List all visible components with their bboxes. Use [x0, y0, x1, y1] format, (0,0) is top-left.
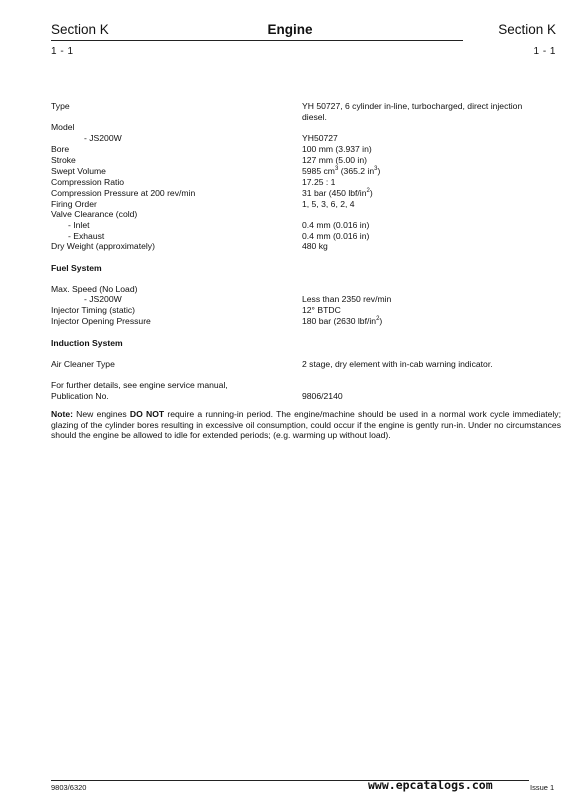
- injector-timing-label: Injector Timing (static): [51, 305, 136, 315]
- valve-clearance-label: Valve Clearance (cold): [51, 209, 138, 219]
- section-label-right: Section K: [498, 22, 556, 37]
- exhaust-value: 0.4 mm (0.016 in): [302, 231, 370, 241]
- bore-value: 100 mm (3.937 in): [302, 144, 372, 154]
- dry-weight-value: 480 kg: [302, 241, 328, 251]
- induction-system-heading: Induction System: [51, 338, 123, 348]
- stroke-label: Stroke: [51, 155, 76, 165]
- injector-pressure-value: 180 bar (2630 lbf/$in^2$): [302, 316, 383, 326]
- dry-weight-label: Dry Weight (approximately): [51, 241, 155, 251]
- inlet-label: - Inlet: [68, 220, 90, 230]
- injector-timing-value: 12° BTDC: [302, 305, 341, 315]
- page-number-left: 1 - 1: [51, 46, 74, 57]
- type-label: Type: [51, 101, 70, 111]
- model-sub-label: - JS200W: [84, 133, 122, 143]
- header-rule: [51, 40, 463, 41]
- swept-volume-value: 5985 $cm^3$ (365.2 $in^3$): [302, 166, 381, 176]
- swept-volume-label: Swept Volume: [51, 166, 106, 176]
- watermark: www.epcatalogs.com: [368, 778, 493, 792]
- publication-value: 9806/2140: [302, 391, 343, 401]
- air-cleaner-label: Air Cleaner Type: [51, 359, 115, 369]
- inlet-value: 0.4 mm (0.016 in): [302, 220, 370, 230]
- stroke-value: 127 mm (5.00 in): [302, 155, 367, 165]
- note-emphasis: DO NOT: [129, 409, 165, 419]
- model-value: YH50727: [302, 133, 338, 143]
- compression-ratio-value: 17.25 : 1: [302, 177, 336, 187]
- compression-pressure-value: 31 bar (450 lbf/$in^2$): [302, 188, 373, 198]
- exhaust-label: - Exhaust: [68, 231, 105, 241]
- max-speed-sub-label: - JS200W: [84, 294, 122, 304]
- document-number: 9803/6320: [51, 783, 87, 792]
- fuel-system-heading: Fuel System: [51, 263, 102, 273]
- further-details-label: For further details, see engine service manual,: [51, 380, 228, 390]
- page-title: Engine: [267, 22, 313, 37]
- publication-label: Publication No.: [51, 391, 109, 401]
- firing-order-value: 1, 5, 3, 6, 2, 4: [302, 199, 355, 209]
- issue-label: Issue 1: [530, 783, 555, 792]
- max-speed-label: Max. Speed (No Load): [51, 284, 138, 294]
- compression-pressure-label: Compression Pressure at 200 rev/min: [51, 188, 196, 198]
- air-cleaner-value: 2 stage, dry element with in-cab warning indicator.: [302, 359, 493, 369]
- type-value-line2: diesel.: [302, 112, 327, 122]
- compression-ratio-label: Compression Ratio: [51, 177, 125, 187]
- page-number-right: 1 - 1: [533, 46, 556, 57]
- injector-pressure-label: Injector Opening Pressure: [51, 316, 151, 326]
- note-paragraph: Note: New engines DO NOT require a running-in period. The engine/machine should be used in a normal work cycle immediately; glazing of the cylinder bores resulting in excessive oil consumption, could occur if the engine is gently run-in. Under no circumstances should the engine be allowed to idle for extended periods; (e.g. warming up without load).: [51, 409, 561, 441]
- type-value-line1: YH 50727, 6 cylinder in-line, turbocharged, direct injection: [302, 101, 523, 111]
- firing-order-label: Firing Order: [51, 199, 97, 209]
- max-speed-value: Less than 2350 rev/min: [302, 294, 392, 304]
- model-label: Model: [51, 122, 75, 132]
- section-label-left: Section K: [51, 22, 109, 37]
- bore-label: Bore: [51, 144, 70, 154]
- note-prefix: Note:: [51, 409, 73, 419]
